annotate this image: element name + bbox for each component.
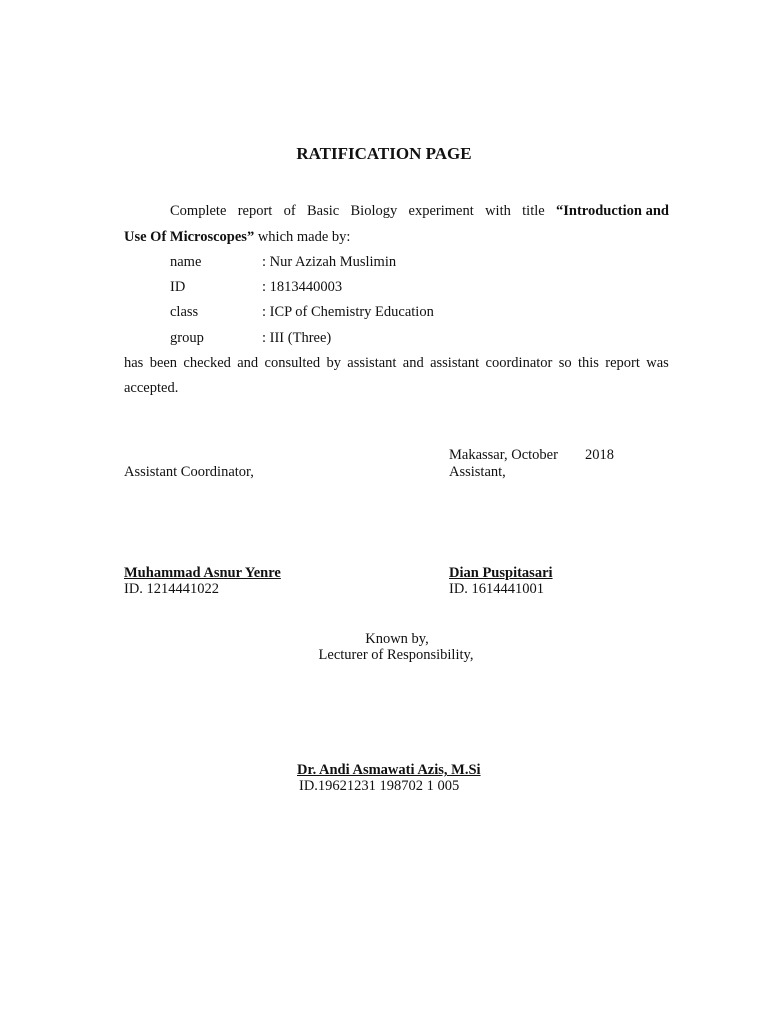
report-title-part-2: Use Of Microscopes” xyxy=(124,229,255,245)
lecturer-role: Lecturer of Responsibility, xyxy=(318,647,474,663)
para-word: by xyxy=(326,355,341,371)
field-value-class: : ICP of Chemistry Education xyxy=(262,304,434,320)
field-label-class: class xyxy=(170,304,199,320)
para-word: and xyxy=(237,355,259,371)
field-value-id: : 1813440003 xyxy=(262,279,343,295)
intro-word: report xyxy=(237,203,273,219)
intro-line-1 xyxy=(170,203,669,220)
para-word: and xyxy=(402,355,424,371)
para-word: has xyxy=(124,355,144,371)
intro-word: experiment xyxy=(408,203,474,219)
lecturer-name: Dr. Andi Asmawati Azis, M.Si xyxy=(297,762,481,778)
para-word: so xyxy=(558,355,572,371)
para-word: was xyxy=(646,355,669,371)
intro-word: with xyxy=(485,203,511,219)
field-label-id: ID xyxy=(170,279,186,295)
field-label-name: name xyxy=(170,254,202,270)
para-word: assistant xyxy=(430,355,480,371)
intro-word: title xyxy=(522,203,545,219)
para-word: report xyxy=(605,355,640,371)
para-word: consulted xyxy=(264,355,321,371)
known-by-label: Known by, xyxy=(365,631,429,647)
lecturer-id: ID.19621231 198702 1 005 xyxy=(299,778,460,794)
page-title: RATIFICATION PAGE xyxy=(296,144,472,163)
intro-word: Biology xyxy=(350,203,398,219)
assistant-coordinator-id: ID. 1214441022 xyxy=(124,581,220,597)
acceptance-line-1 xyxy=(124,355,669,372)
assistant-id: ID. 1614441001 xyxy=(449,581,545,597)
place-date: Makassar, October xyxy=(449,447,558,463)
para-word: assistant xyxy=(347,355,397,371)
report-title-part-1: “Introduction and xyxy=(556,203,669,219)
assistant-coordinator-name: Muhammad Asnur Yenre xyxy=(124,565,281,581)
intro-line-2-rest: which made by: xyxy=(254,229,351,245)
para-word: coordinator xyxy=(485,355,553,371)
intro-word: Basic xyxy=(307,203,340,219)
acceptance-line-2: accepted. xyxy=(124,380,179,396)
field-value-group: : III (Three) xyxy=(262,330,332,346)
assistant-name: Dian Puspitasari xyxy=(449,565,553,581)
date-year: 2018 xyxy=(585,447,614,463)
para-word: this xyxy=(577,355,599,371)
assistant-coordinator-role: Assistant Coordinator, xyxy=(124,464,254,480)
assistant-role: Assistant, xyxy=(449,464,506,480)
intro-word: Complete xyxy=(170,203,227,219)
intro-word: of xyxy=(283,203,296,219)
para-word: been xyxy=(149,355,178,371)
field-label-group: group xyxy=(170,330,204,346)
field-value-name: : Nur Azizah Muslimin xyxy=(262,254,397,270)
para-word: checked xyxy=(183,355,231,371)
intro-line-2 xyxy=(124,229,350,246)
